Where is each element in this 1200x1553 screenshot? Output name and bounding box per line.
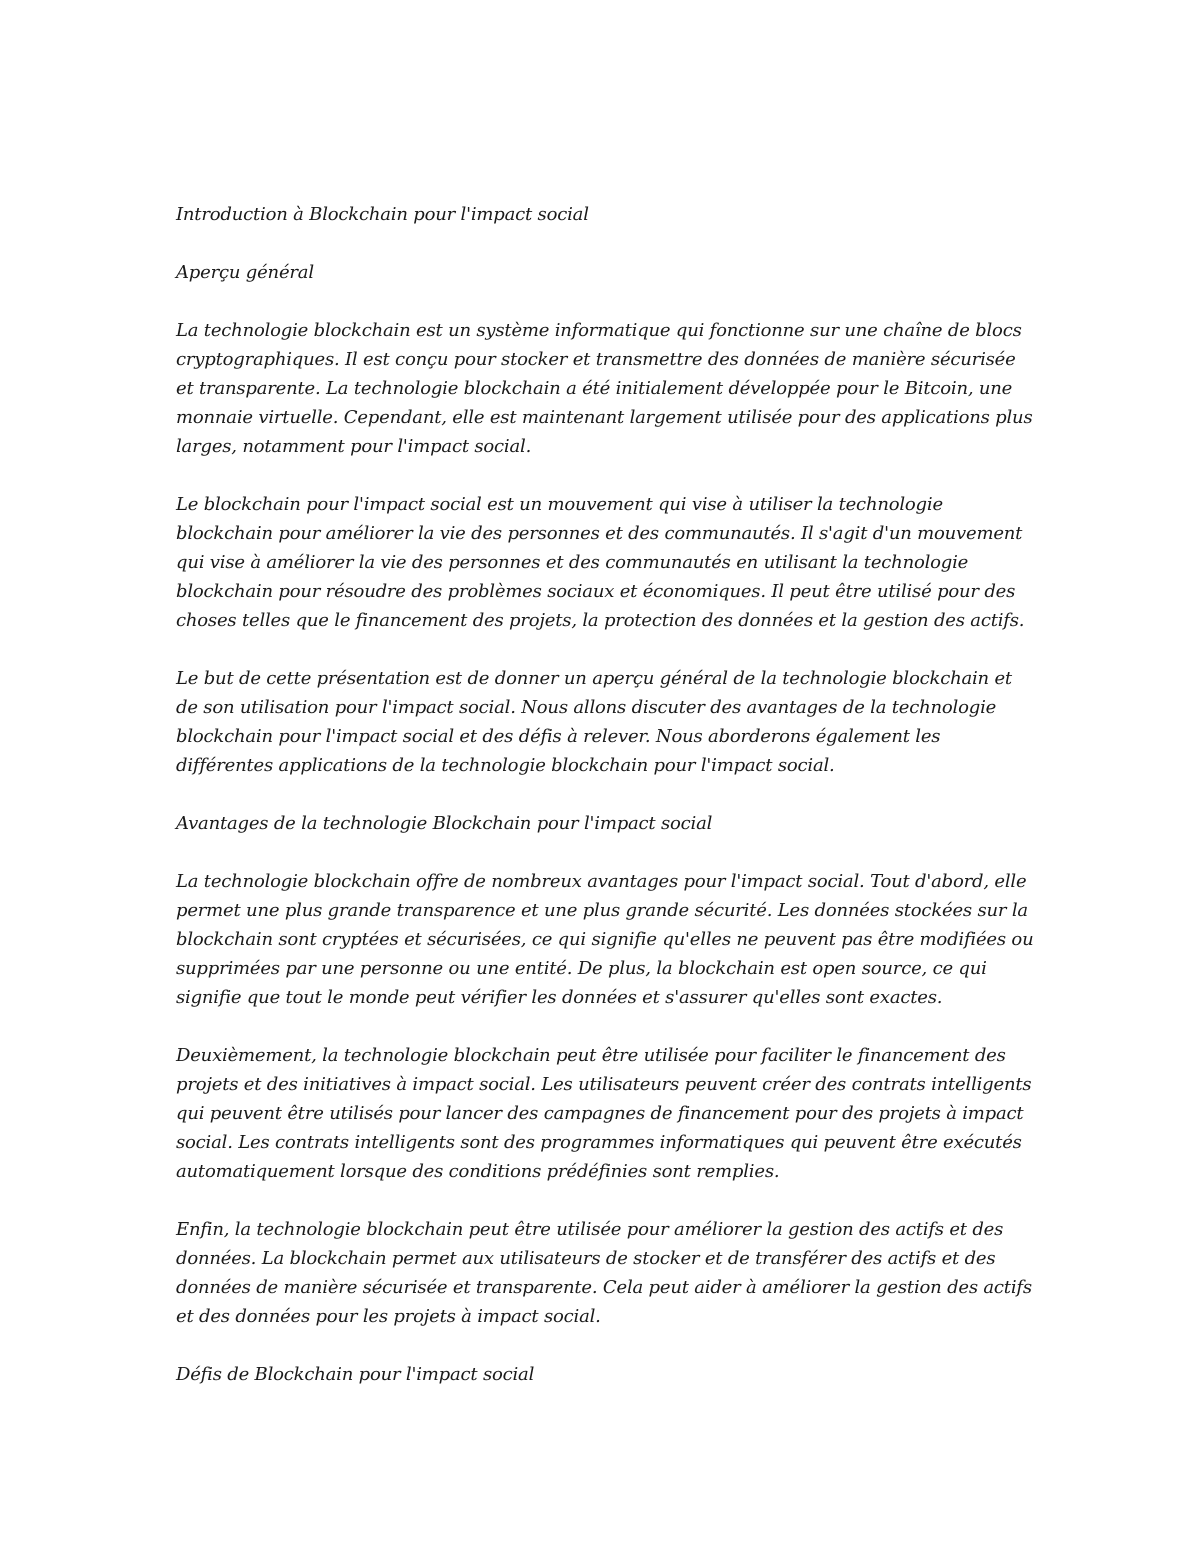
document-title: Introduction à Blockchain pour l'impact social bbox=[176, 204, 589, 225]
section-heading-overview: Aperçu général bbox=[176, 262, 314, 283]
document-body bbox=[176, 200, 1036, 1418]
paragraph: Le but de cette présentation est de donner un aperçu général de la technologie blockchain et de son utilisation pour l'impact social. Nous allons discuter des avantages de la technologie blockchain pour l'impact social et des défis à relever. Nous aborderons également les différentes applications de la technologie blockchain pour l'impact social. bbox=[176, 668, 1012, 776]
section-heading-challenges: Défis de Blockchain pour l'impact social bbox=[176, 1364, 535, 1385]
paragraph: Deuxièmement, la technologie blockchain peut être utilisée pour faciliter le financement des projets et des initiatives à impact social. Les utilisateurs peuvent créer des contrats intelligents qui peuvent être utilisés pour lancer des campagnes de financement pour des projets à impact social. Les contrats intelligents sont des programmes informatiques qui peuvent être exécutés automatiquement lorsque des conditions prédéfinies sont remplies. bbox=[176, 1045, 1032, 1182]
paragraph: Enfin, la technologie blockchain peut être utilisée pour améliorer la gestion des actifs et des données. La blockchain permet aux utilisateurs de stocker et de transférer des actifs et des données de manière sécurisée et transparente. Cela peut aider à améliorer la gestion des actifs et des données pour les projets à impact social. bbox=[176, 1219, 1032, 1327]
section-heading-advantages: Avantages de la technologie Blockchain pour l'impact social bbox=[176, 813, 713, 834]
paragraph: La technologie blockchain est un système informatique qui fonctionne sur une chaîne de blocs cryptographiques. Il est conçu pour stocker et transmettre des données de manière sécurisée et transparente. La technologie blockchain a été initialement développée pour le Bitcoin, une monnaie virtuelle. Cependant, elle est maintenant largement utilisée pour des applications plus larges, notamment pour l'impact social. bbox=[176, 320, 1033, 457]
paragraph: Le blockchain pour l'impact social est un mouvement qui vise à utiliser la technologie blockchain pour améliorer la vie des personnes et des communautés. Il s'agit d'un mouvement qui vise à améliorer la vie des personnes et des communautés en utilisant la technologie blockchain pour résoudre des problèmes sociaux et économiques. Il peut être utilisé pour des choses telles que le financement des projets, la protection des données et la gestion des actifs. bbox=[176, 494, 1025, 631]
paragraph: La technologie blockchain offre de nombreux avantages pour l'impact social. Tout d'abord, elle permet une plus grande transparence et une plus grande sécurité. Les données stockées sur la blockchain sont cryptées et sécurisées, ce qui signifie qu'elles ne peuvent pas être modifiées ou supprimées par une personne ou une entité. De plus, la blockchain est open source, ce qui signifie que tout le monde peut vérifier les données et s'assurer qu'elles sont exactes. bbox=[176, 871, 1034, 1008]
